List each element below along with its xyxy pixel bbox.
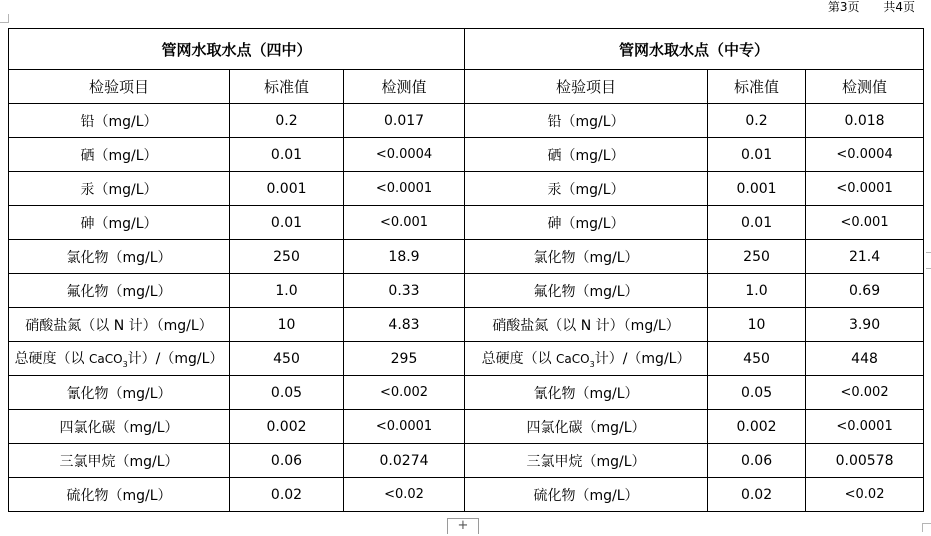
- item-cell: [9, 342, 230, 376]
- standard-value: 0.01: [230, 138, 344, 172]
- measured-value-zhongzhuan: 0.69: [806, 274, 924, 308]
- measured-value-sizhong: <0.0001: [344, 172, 465, 206]
- item-cell: 氯化物（mg/L）: [465, 240, 708, 274]
- measured-value-sizhong: <0.002: [344, 376, 465, 410]
- page-corner-mark: [0, 14, 9, 23]
- standard-value: 0.2: [708, 104, 806, 138]
- measured-value-zhongzhuan: <0.0001: [806, 410, 924, 444]
- table-row: [9, 478, 924, 512]
- group-title-zhongzhuan: 管网水取水点（中专）: [465, 29, 924, 70]
- ruler-tick: [926, 252, 931, 253]
- item-suffix: 计）/（mg/L）: [594, 351, 691, 368]
- item-cell: 铅（mg/L）: [465, 104, 708, 138]
- column-header-row: [9, 70, 924, 104]
- total-pages: 共4页: [883, 0, 915, 14]
- table-row: [9, 172, 924, 206]
- table-row: [9, 138, 924, 172]
- standard-value: 250: [230, 240, 344, 274]
- ruler-tick: [926, 268, 931, 269]
- standard-value: 1.0: [230, 274, 344, 308]
- standard-value: 250: [708, 240, 806, 274]
- table-row: [9, 410, 924, 444]
- standard-value: 450: [708, 342, 806, 376]
- measured-value-sizhong: 0.017: [344, 104, 465, 138]
- measured-value-sizhong: <0.0004: [344, 138, 465, 172]
- standard-value: 0.01: [230, 206, 344, 240]
- item-cell: 汞（mg/L）: [465, 172, 708, 206]
- table-row: [9, 274, 924, 308]
- measured-value-zhongzhuan: 21.4: [806, 240, 924, 274]
- header-standard: 标准值: [230, 70, 344, 104]
- standard-value: 0.05: [708, 376, 806, 410]
- item-cell: 三氯甲烷（mg/L）: [465, 444, 708, 478]
- item-cell: 硝酸盐氮（以 N 计）（mg/L）: [9, 308, 230, 342]
- table-row: [9, 240, 924, 274]
- item-cell: 硒（mg/L）: [465, 138, 708, 172]
- add-row-button[interactable]: [447, 518, 479, 534]
- item-cell: 硝酸盐氮（以 N 计）（mg/L）: [465, 308, 708, 342]
- measured-value-sizhong: <0.02: [344, 478, 465, 512]
- measured-value-zhongzhuan: <0.0004: [806, 138, 924, 172]
- item-cell: 铅（mg/L）: [9, 104, 230, 138]
- item-cell: 砷（mg/L）: [9, 206, 230, 240]
- table-row: [9, 308, 924, 342]
- measured-value-sizhong: 18.9: [344, 240, 465, 274]
- item-cell: 四氯化碳（mg/L）: [9, 410, 230, 444]
- item-subscript: 3: [589, 359, 595, 369]
- measured-value-zhongzhuan: 448: [806, 342, 924, 376]
- measured-value-zhongzhuan: 3.90: [806, 308, 924, 342]
- group-title-sizhong: 管网水取水点（四中）: [9, 29, 465, 70]
- measured-value-zhongzhuan: 0.00578: [806, 444, 924, 478]
- measured-value-zhongzhuan: <0.002: [806, 376, 924, 410]
- item-cell: 氰化物（mg/L）: [465, 376, 708, 410]
- current-page: 第3页: [827, 0, 860, 14]
- water-quality-table: [8, 28, 924, 512]
- standard-value: 0.02: [708, 478, 806, 512]
- item-cell: 氰化物（mg/L）: [9, 376, 230, 410]
- item-prefix: 总硬度（以: [14, 351, 90, 368]
- header-item: 检验项目: [9, 70, 230, 104]
- standard-value: 10: [708, 308, 806, 342]
- standard-value: 0.01: [708, 206, 806, 240]
- measured-value-sizhong: 0.33: [344, 274, 465, 308]
- header-item: 检验项目: [465, 70, 708, 104]
- header-measured: 检测值: [344, 70, 465, 104]
- table-row: [9, 104, 924, 138]
- item-cell: 氯化物（mg/L）: [9, 240, 230, 274]
- measured-value-zhongzhuan: <0.02: [806, 478, 924, 512]
- standard-value: 0.02: [230, 478, 344, 512]
- item-cell: 氟化物（mg/L）: [9, 274, 230, 308]
- page-corner-mark: [922, 523, 931, 532]
- standard-value: 0.05: [230, 376, 344, 410]
- table-row: [9, 376, 924, 410]
- standard-value: 10: [230, 308, 344, 342]
- item-cell: 三氯甲烷（mg/L）: [9, 444, 230, 478]
- standard-value: 0.002: [230, 410, 344, 444]
- item-formula: CaCO: [89, 352, 123, 367]
- measured-value-sizhong: 0.0274: [344, 444, 465, 478]
- measured-value-zhongzhuan: <0.0001: [806, 172, 924, 206]
- item-cell: 砷（mg/L）: [465, 206, 708, 240]
- standard-value: 0.001: [708, 172, 806, 206]
- item-prefix: 总硬度（以: [481, 351, 557, 368]
- standard-value: 0.01: [708, 138, 806, 172]
- standard-value: 0.06: [708, 444, 806, 478]
- header-standard: 标准值: [708, 70, 806, 104]
- item-subscript: 3: [122, 359, 128, 369]
- measured-value-zhongzhuan: <0.001: [806, 206, 924, 240]
- item-suffix: 计）/（mg/L）: [127, 351, 224, 368]
- item-cell: 汞（mg/L）: [9, 172, 230, 206]
- page-indicator: [808, 0, 915, 16]
- header-measured: 检测值: [806, 70, 924, 104]
- item-cell: 氟化物（mg/L）: [465, 274, 708, 308]
- standard-value: 0.06: [230, 444, 344, 478]
- standard-value: 450: [230, 342, 344, 376]
- item-formula: CaCO: [556, 352, 590, 367]
- item-cell: 硫化物（mg/L）: [9, 478, 230, 512]
- group-header-row: [9, 29, 924, 70]
- table-row: [9, 444, 924, 478]
- measured-value-sizhong: 295: [344, 342, 465, 376]
- table-row: [9, 342, 924, 376]
- standard-value: 0.001: [230, 172, 344, 206]
- table-row: [9, 206, 924, 240]
- item-cell: [465, 342, 708, 376]
- plus-icon: +: [457, 518, 469, 533]
- item-cell: 硫化物（mg/L）: [465, 478, 708, 512]
- measured-value-zhongzhuan: 0.018: [806, 104, 924, 138]
- item-cell: 四氯化碳（mg/L）: [465, 410, 708, 444]
- standard-value: 0.002: [708, 410, 806, 444]
- measured-value-sizhong: 4.83: [344, 308, 465, 342]
- measured-value-sizhong: <0.0001: [344, 410, 465, 444]
- measured-value-sizhong: <0.001: [344, 206, 465, 240]
- standard-value: 0.2: [230, 104, 344, 138]
- standard-value: 1.0: [708, 274, 806, 308]
- item-cell: 硒（mg/L）: [9, 138, 230, 172]
